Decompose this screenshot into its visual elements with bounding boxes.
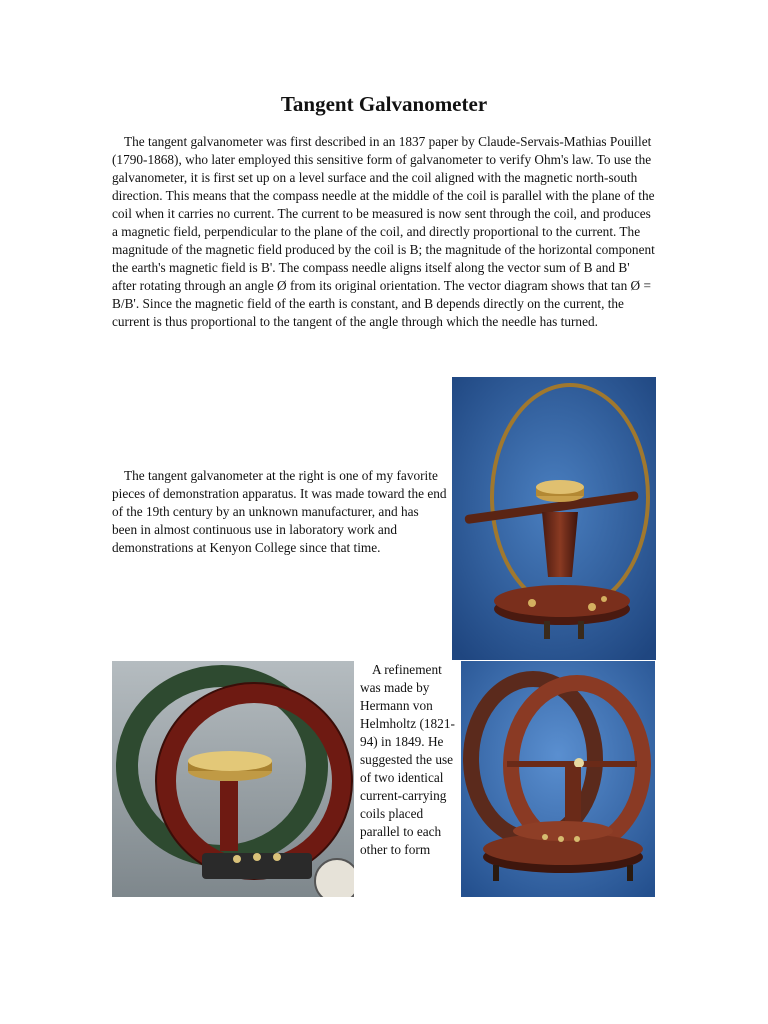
third-text: A refinement was made by Hermann von Helmholtz (1821-94) in 1849. He suggested the use of two identical current-carrying coils placed parallel to each other to form xyxy=(360,662,455,857)
intro-paragraph xyxy=(112,133,657,331)
intro-text: The tangent galvanometer was first described in an 1837 paper by Claude-Servais-Mathias Pouillet (1790-1868), who later employed this sensitive form of galvanometer to verify Ohm's law. To use the galvanometer, it is first set up on a level surface and the coil aligned with the magnetic north-south direction. This means that the compass needle at the middle of the coil is parallel with the plane of the coil when it carries no current. The current to be measured is now sent through the coil, and produces a magnetic field, perpendicular to the plane of the coil, and directly proportional to the current. The magnitude of the magnetic field produced by the coil is B; the magnitude of the horizontal component the earth's magnetic field is B'. The compass needle aligns itself along the vector sum of B and B' after rotating through an angle Ø from its original orientation. The vector diagram shows that tan Ø = B/B'. Since the magnetic field of the earth is constant, and B depends directly on the current, the current is thus proportional to the tangent of the angle through which the needle has turned. xyxy=(112,134,655,329)
second-text: The tangent galvanometer at the right is one of my favorite pieces of demonstration apparatus. It was made toward the end of the 19th century by an unknown manufacturer, and has been in almost continuous use in laboratory work and demonstrations at Kenyon College since that time. xyxy=(112,468,447,555)
helmholtz-coil-photo-left xyxy=(112,661,354,897)
tangent-galvanometer-photo xyxy=(452,377,656,660)
page-title: Tangent Galvanometer xyxy=(280,92,488,116)
helmholtz-coil-photo-right xyxy=(461,661,655,897)
second-paragraph xyxy=(112,467,447,557)
third-paragraph xyxy=(360,661,460,859)
